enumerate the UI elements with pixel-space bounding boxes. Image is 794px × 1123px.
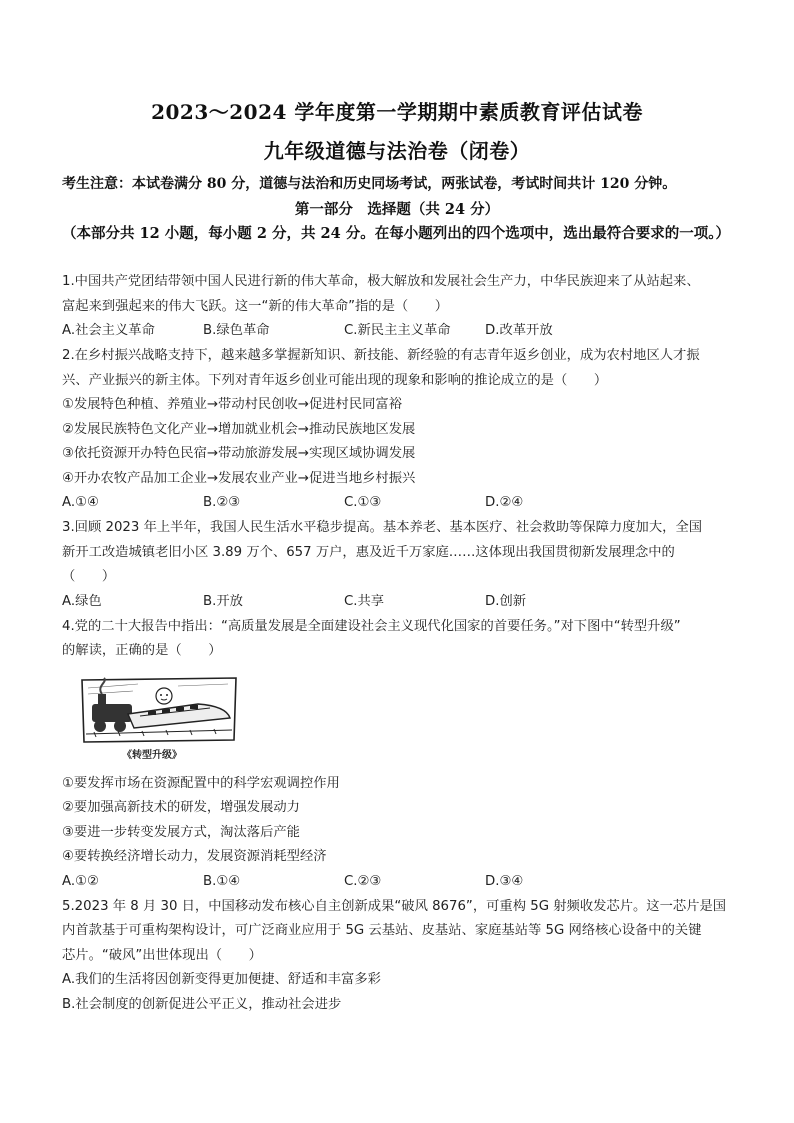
question-2-options	[62, 491, 742, 516]
train-cartoon-image	[78, 674, 240, 766]
option-d: D.③④	[485, 873, 524, 889]
question-2-line-2: 兴、产业振兴的新主体。下列对青年返乡创业可能出现的现象和影响的推论成立的是（ ）	[62, 372, 608, 388]
questions-body	[62, 270, 742, 1017]
option-c: C.共享	[344, 593, 385, 609]
question-3-line-2: 新开工改造城镇老旧小区 3.89 万个、657 万户，惠及近千万家庭……这体现出我国贯彻新发展理念中的	[62, 544, 675, 560]
question-5-line-2: 内首款基于可重构架构设计，可广泛商业应用于 5G 云基站、皮基站、家庭基站等 5G 网络核心设备中的关键	[62, 923, 702, 938]
question-5	[62, 895, 742, 1018]
question-5-line-1: 5.2023 年 8 月 30 日，中国移动发布核心自主创新成果“破风 8676”，可重构 5G 射频收发芯片。这一芯片是国	[62, 898, 727, 914]
question-1-options	[62, 319, 742, 344]
option-a: A.社会主义革命	[62, 323, 155, 338]
option-c: C.新民主主义革命	[344, 323, 451, 338]
statement-2: ②要加强高新技术的研发，增强发展动力	[62, 800, 300, 815]
option-d: D.改革开放	[485, 323, 553, 338]
option-a: A.①④	[62, 495, 99, 510]
question-1	[62, 270, 742, 344]
question-3	[62, 516, 742, 615]
option-c: C.②③	[344, 873, 382, 889]
question-4-line-1: 4.党的二十大报告中指出：“高质量发展是全面建设社会主义现代化国家的首要任务。”对下图中“转型升级”	[62, 618, 681, 634]
question-4-options	[62, 870, 742, 895]
option-a: A.绿色	[62, 593, 102, 609]
option-b: B.②③	[203, 495, 241, 510]
option-a: A.①②	[62, 873, 99, 889]
question-3-line-3: （ ）	[62, 569, 116, 584]
question-1-line-1: 1.中国共产党团结带领中国人民进行新的伟大革命，极大解放和发展社会生产力，中华民族迎来了从站起来、	[62, 274, 700, 289]
statement-1: ①要发挥市场在资源配置中的科学宏观调控作用	[62, 775, 340, 791]
question-2	[62, 344, 742, 516]
exam-title: 2023～2024 学年度第一学期期中素质教育评估试卷	[151, 100, 643, 124]
question-5-option-b: B.社会制度的创新促进公平正义，推动社会进步	[62, 996, 342, 1012]
cartoon-figure	[78, 674, 240, 766]
question-1-line-2: 富起来到强起来的伟大飞跃。这一“新的伟大革命”指的是（ ）	[62, 298, 449, 314]
question-4-line-2: 的解读，正确的是（ ）	[62, 643, 222, 658]
question-3-line-1: 3.回顾 2023 年上半年，我国人民生活水平稳步提高。基本养老、基本医疗、社会救助等保障力度加大，全国	[62, 520, 703, 535]
option-d: D.②④	[485, 495, 524, 510]
statement-4: ④要转换经济增长动力，发展资源消耗型经济	[62, 849, 327, 864]
section-instruction: （本部分共 12 小题，每小题 2 分，共 24 分。在每小题列出的四个选项中，选出最符合要求的一项。）	[62, 225, 730, 242]
question-5-option-a: A.我们的生活将因创新变得更加便捷、舒适和丰富多彩	[62, 972, 381, 987]
option-b: B.开放	[203, 593, 243, 609]
option-b: B.绿色革命	[203, 323, 270, 338]
option-d: D.创新	[485, 593, 527, 609]
statement-1: ①发展特色种植、养殖业→带动村民创收→促进村民同富裕	[62, 397, 403, 412]
question-2-line-1: 2.在乡村振兴战略支持下，越来越多掌握新知识、新技能、新经验的有志青年返乡创业，成为农村地区人才振	[62, 348, 700, 363]
statement-2: ②发展民族特色文化产业→增加就业机会→推动民族地区发展	[62, 421, 416, 437]
figure-caption: 《转型升级》	[122, 749, 182, 761]
option-c: C.①③	[344, 495, 382, 510]
part-heading: 第一部分 选择题（共 24 分）	[294, 201, 500, 218]
question-4	[62, 615, 742, 895]
question-3-options	[62, 590, 742, 615]
candidate-notice: 考生注意：本试卷满分 80 分，道德与法治和历史同场考试，两张试卷，考试时间共计 120 分钟。	[62, 176, 677, 192]
statement-4: ④开办农牧产品加工企业→发展农业产业→促进当地乡村振兴	[62, 470, 416, 486]
question-5-line-3: 芯片。“破风”出世体现出（ ）	[62, 947, 262, 963]
option-b: B.①④	[203, 873, 241, 889]
statement-3: ③依托资源开办特色民宿→带动旅游发展→实现区域协调发展	[62, 446, 416, 461]
exam-subtitle: 九年级道德与法治卷（闭卷）	[263, 139, 531, 163]
statement-3: ③要进一步转变发展方式，淘汰落后产能	[62, 824, 300, 840]
